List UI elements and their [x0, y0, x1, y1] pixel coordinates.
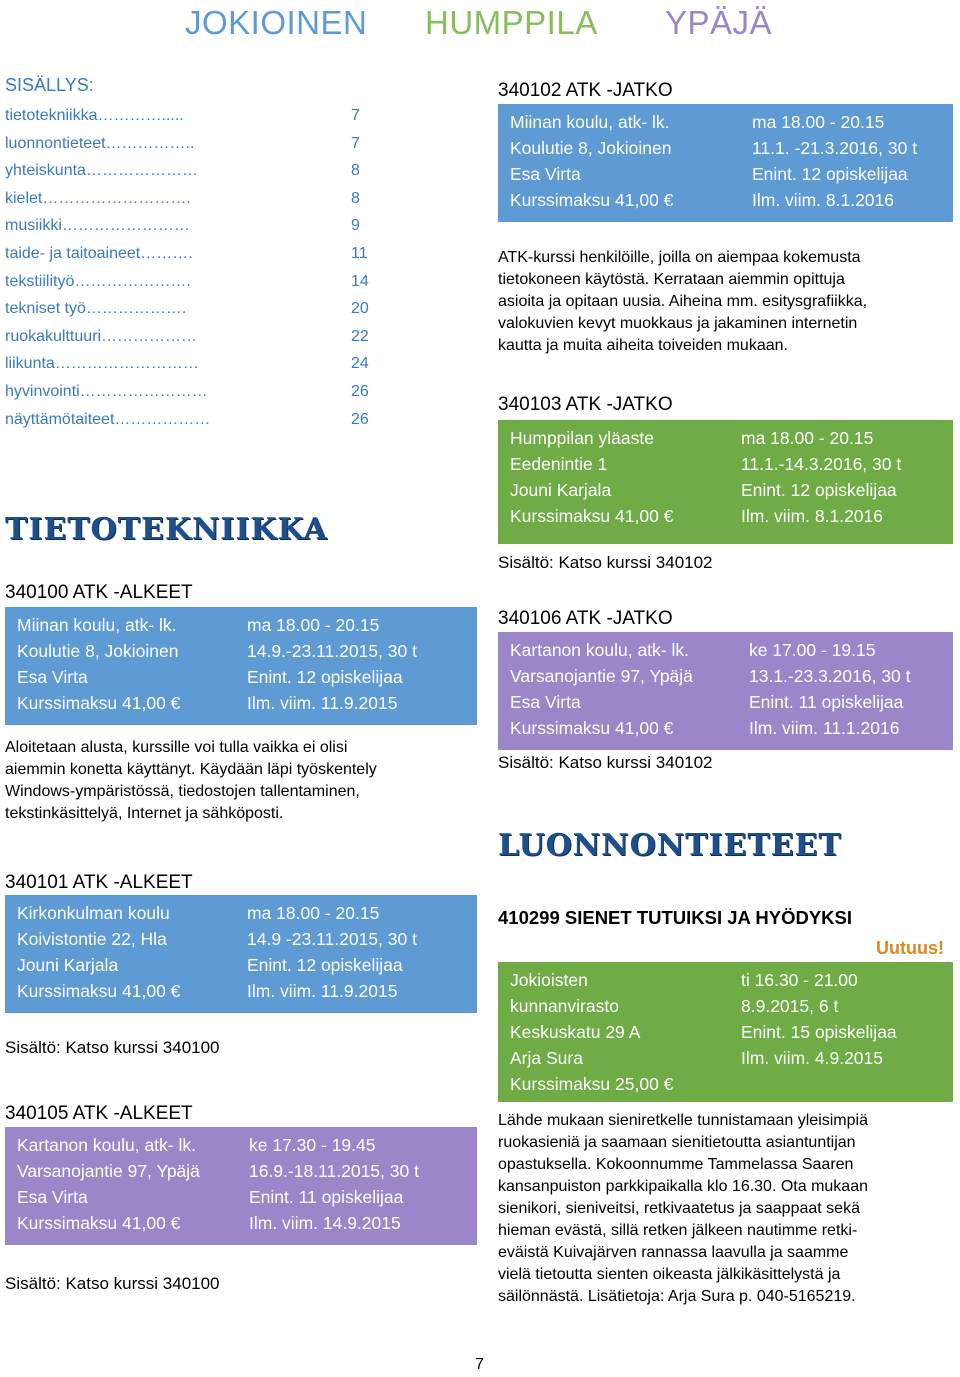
course-title-340100: 340100 ATK -ALKEET: [5, 582, 193, 603]
toc-item-label: hyvinvointi……………………: [5, 383, 208, 400]
course-info-left: Koivistontie 22, Hla: [17, 929, 167, 949]
description-line: valokuvien kevyt muokkaus ja jakaminen internetin: [498, 315, 858, 332]
toc-item-label: tietotekniikka………….....: [5, 107, 184, 124]
new-badge: Uutuus!: [876, 938, 944, 958]
course-info-340105: [5, 1127, 477, 1245]
course-info-right: 14.9.-23.11.2015, 30 t: [247, 641, 417, 661]
course-note-340106: Sisältö: Katso kurssi 340102: [498, 753, 713, 772]
toc-item-label: luonnontieteet……………..: [5, 134, 195, 152]
toc-item-label: musiikki……………………: [5, 217, 190, 235]
description-line: kansanpuiston parkkipaikalla klo 16.30. Ota mukaan: [498, 1178, 868, 1195]
course-info-left: Kurssimaksu 41,00 €: [17, 981, 181, 1001]
course-info-left: Kurssimaksu 25,00 €: [510, 1074, 674, 1094]
description-line: opastuksella. Kokoonnumme Tammelassa Saaren: [498, 1156, 854, 1173]
course-info-left: Varsanojantie 97, Ypäjä: [17, 1161, 200, 1181]
toc-item-label: kielet……………………….: [5, 189, 191, 207]
course-title-340103: 340103 ATK -JATKO: [498, 394, 673, 415]
toc-item: [5, 217, 375, 239]
toc-item-page: 22: [351, 327, 369, 345]
toc-item: [5, 273, 375, 295]
course-info-left: Humppilan yläaste: [510, 428, 654, 448]
course-info-right: Enint. 12 opiskelijaa: [752, 164, 908, 184]
description-line: aiemmin konetta käyttänyt. Käydään läpi työskentely: [5, 761, 377, 778]
course-info-340101: [5, 895, 477, 1013]
section-title-luonnontieteet: LUONNONTIETEET: [498, 828, 842, 863]
toc-item-label: liikunta………………………: [5, 355, 199, 373]
toc-item-page: 24: [351, 355, 369, 373]
toc-item-label: yhteiskunta…………………: [5, 162, 198, 180]
toc-item-page: 26: [351, 383, 369, 400]
course-title-340101: 340101 ATK -ALKEET: [5, 872, 193, 893]
course-info-340103: [498, 420, 953, 544]
toc-item: [5, 355, 375, 377]
toc-item-label: ruokakulttuuri………………: [5, 327, 198, 345]
course-info-left: Kirkonkulman koulu: [17, 903, 170, 923]
course-title-340106: 340106 ATK -JATKO: [498, 608, 673, 629]
course-info-left: Esa Virta: [510, 164, 581, 184]
course-info-right: Enint. 12 opiskelijaa: [247, 667, 403, 687]
course-info-right: ma 18.00 - 20.15: [741, 428, 874, 448]
course-info-left: Kartanon koulu, atk- lk.: [17, 1135, 196, 1155]
description-line: tekstinkäsittelyä, Internet ja sähköposti.: [5, 805, 284, 822]
page-number: 7: [475, 1356, 484, 1373]
description-line: kautta ja muita aiheita toiveiden mukaan.: [498, 337, 788, 354]
toc-item-page: 7: [351, 107, 360, 124]
course-info-right: ma 18.00 - 20.15: [247, 903, 380, 923]
course-info-left: kunnanvirasto: [510, 996, 619, 1016]
course-info-right: Enint. 11 opiskelijaa: [749, 692, 904, 712]
course-info-right: Ilm. viim. 4.9.2015: [741, 1048, 883, 1068]
toc-item-page: 11: [351, 245, 368, 262]
description-line: säilönnästä. Lisätietoja: Arja Sura p. 040-5165219.: [498, 1288, 856, 1305]
course-info-right: 11.1. -21.3.2016, 30 t: [752, 138, 918, 158]
course-info-left: Esa Virta: [17, 667, 88, 687]
course-title-340102: 340102 ATK -JATKO: [498, 80, 673, 101]
course-info-right: Ilm. viim. 8.1.2016: [741, 506, 883, 526]
description-line: asioita ja opitaan uusia. Aiheina mm. esitysgrafiikka,: [498, 293, 868, 310]
course-info-340102: [498, 104, 953, 222]
course-info-right: ma 18.00 - 20.15: [752, 112, 885, 132]
course-description-410299: [498, 1110, 958, 1308]
course-info-right: Ilm. viim. 14.9.2015: [249, 1213, 401, 1233]
toc-item: [5, 411, 375, 433]
course-info-left: Koulutie 8, Jokioinen: [510, 138, 672, 158]
course-info-left: Kurssimaksu 41,00 €: [510, 506, 674, 526]
course-info-left: Jouni Karjala: [17, 955, 119, 975]
toc-item: [5, 190, 375, 212]
toc-item-page: 20: [351, 300, 369, 318]
course-info-left: Koulutie 8, Jokioinen: [17, 641, 179, 661]
course-info-right: Enint. 15 opiskelijaa: [741, 1022, 897, 1042]
course-info-left: Jouni Karjala: [510, 480, 612, 500]
description-line: ruokasieniä ja saamaan sienitietoutta asiantuntijan: [498, 1134, 856, 1151]
town-jokioinen: JOKIOINEN: [185, 4, 368, 41]
toc-item-label: näyttämötaiteet………………: [5, 410, 211, 428]
toc-item-label: tekniset työ……………….: [5, 300, 187, 318]
toc-item-page: 7: [351, 134, 360, 152]
course-info-left: Miinan koulu, atk- lk.: [510, 112, 670, 132]
toc-item-page: 8: [351, 189, 360, 207]
town-ypaja: YPÄJÄ: [665, 4, 773, 41]
course-info-right: Enint. 12 opiskelijaa: [247, 955, 403, 975]
course-description-340102: [498, 247, 958, 357]
toc-item: [5, 162, 375, 184]
town-humppila: HUMPPILA: [425, 4, 598, 41]
description-line: tietokoneen käytöstä. Kerrataan aiemmin opittuja: [498, 271, 845, 288]
description-line: vielä tietoutta sienten oikeasta jälkikäsittelystä ja: [498, 1266, 841, 1283]
course-info-left: Miinan koulu, atk- lk.: [17, 615, 177, 635]
toc-item: [5, 245, 375, 267]
description-line: ATK-kurssi henkilöille, joilla on aiempaa kokemusta: [498, 249, 861, 266]
toc-item: [5, 107, 375, 129]
toc-item: [5, 300, 375, 322]
course-info-left: Kartanon koulu, atk- lk.: [510, 640, 689, 660]
course-info-right: ti 16.30 - 21.00: [741, 970, 858, 990]
description-line: Lähde mukaan sieniretkelle tunnistamaan yleisimpiä: [498, 1112, 868, 1129]
course-info-left: Esa Virta: [510, 692, 581, 712]
course-info-right: 14.9 -23.11.2015, 30 t: [247, 929, 417, 949]
toc-item-page: 8: [351, 162, 360, 180]
toc-item-label: taide- ja taitoaineet……….: [5, 245, 193, 262]
course-title-340105: 340105 ATK -ALKEET: [5, 1103, 193, 1124]
course-note-340105: Sisältö: Katso kurssi 340100: [5, 1274, 220, 1293]
course-info-right: ke 17.00 - 19.15: [749, 640, 876, 660]
description-line: Aloitetaan alusta, kurssille voi tulla vaikka ei olisi: [5, 739, 348, 756]
course-info-right: Enint. 11 opiskelijaa: [249, 1187, 404, 1207]
course-info-right: Enint. 12 opiskelijaa: [741, 480, 897, 500]
description-line: Windows-ympäristössä, tiedostojen tallentaminen,: [5, 783, 360, 800]
course-note-340101: Sisältö: Katso kurssi 340100: [5, 1038, 220, 1057]
course-info-left: Esa Virta: [17, 1187, 88, 1207]
course-title-410299: 410299 SIENET TUTUIKSI JA HYÖDYKSI: [498, 907, 853, 928]
course-info-right: 16.9.-18.11.2015, 30 t: [249, 1161, 419, 1181]
course-info-left: Eedenintie 1: [510, 454, 608, 474]
toc-item: [5, 383, 375, 405]
course-info-410299: [498, 962, 953, 1102]
course-info-right: Ilm. viim. 11.9.2015: [247, 693, 398, 713]
course-info-left: Kurssimaksu 41,00 €: [17, 693, 181, 713]
description-line: hieman evästä, sillä retken jälkeen nautimme retki-: [498, 1222, 858, 1239]
course-info-right: Ilm. viim. 11.9.2015: [247, 981, 398, 1001]
course-info-left: Kurssimaksu 41,00 €: [17, 1213, 181, 1233]
course-info-left: Keskuskatu 29 A: [510, 1022, 641, 1042]
course-info-right: Ilm. viim. 11.1.2016: [749, 718, 900, 738]
section-title-tietotekniikka: TIETOTEKNIIKKA: [5, 512, 328, 547]
course-info-right: ma 18.00 - 20.15: [247, 615, 380, 635]
course-info-left: Jokioisten: [510, 970, 588, 990]
course-info-340100: [5, 607, 477, 725]
course-note-340103: Sisältö: Katso kurssi 340102: [498, 553, 713, 572]
toc-item-page: 9: [351, 217, 360, 235]
toc-item-page: 14: [351, 272, 369, 290]
toc-item: [5, 135, 375, 157]
course-info-left: Varsanojantie 97, Ypäjä: [510, 666, 693, 686]
toc-item-label: tekstiilityö………………….: [5, 272, 191, 290]
description-line: sienikori, sieniveitsi, retkivaatetus ja saappaat sekä: [498, 1200, 860, 1217]
toc-title: SISÄLLYS:: [5, 75, 94, 95]
course-info-right: 13.1.-23.3.2016, 30 t: [749, 666, 911, 686]
course-info-340106: [498, 632, 953, 750]
course-info-right: 8.9.2015, 6 t: [741, 996, 839, 1016]
course-info-left: Kurssimaksu 41,00 €: [510, 718, 674, 738]
course-info-right: ke 17.30 - 19.45: [249, 1135, 376, 1155]
toc-item: [5, 328, 375, 350]
description-line: eväistä Kuivajärven rannassa laavulla ja saamme: [498, 1244, 849, 1261]
course-info-left: Arja Sura: [510, 1048, 583, 1068]
course-description-340100: [5, 737, 475, 825]
course-info-left: Kurssimaksu 41,00 €: [510, 190, 674, 210]
toc-item-page: 26: [351, 410, 369, 428]
course-info-right: 11.1.-14.3.2016, 30 t: [741, 454, 902, 474]
course-info-right: Ilm. viim. 8.1.2016: [752, 190, 894, 210]
